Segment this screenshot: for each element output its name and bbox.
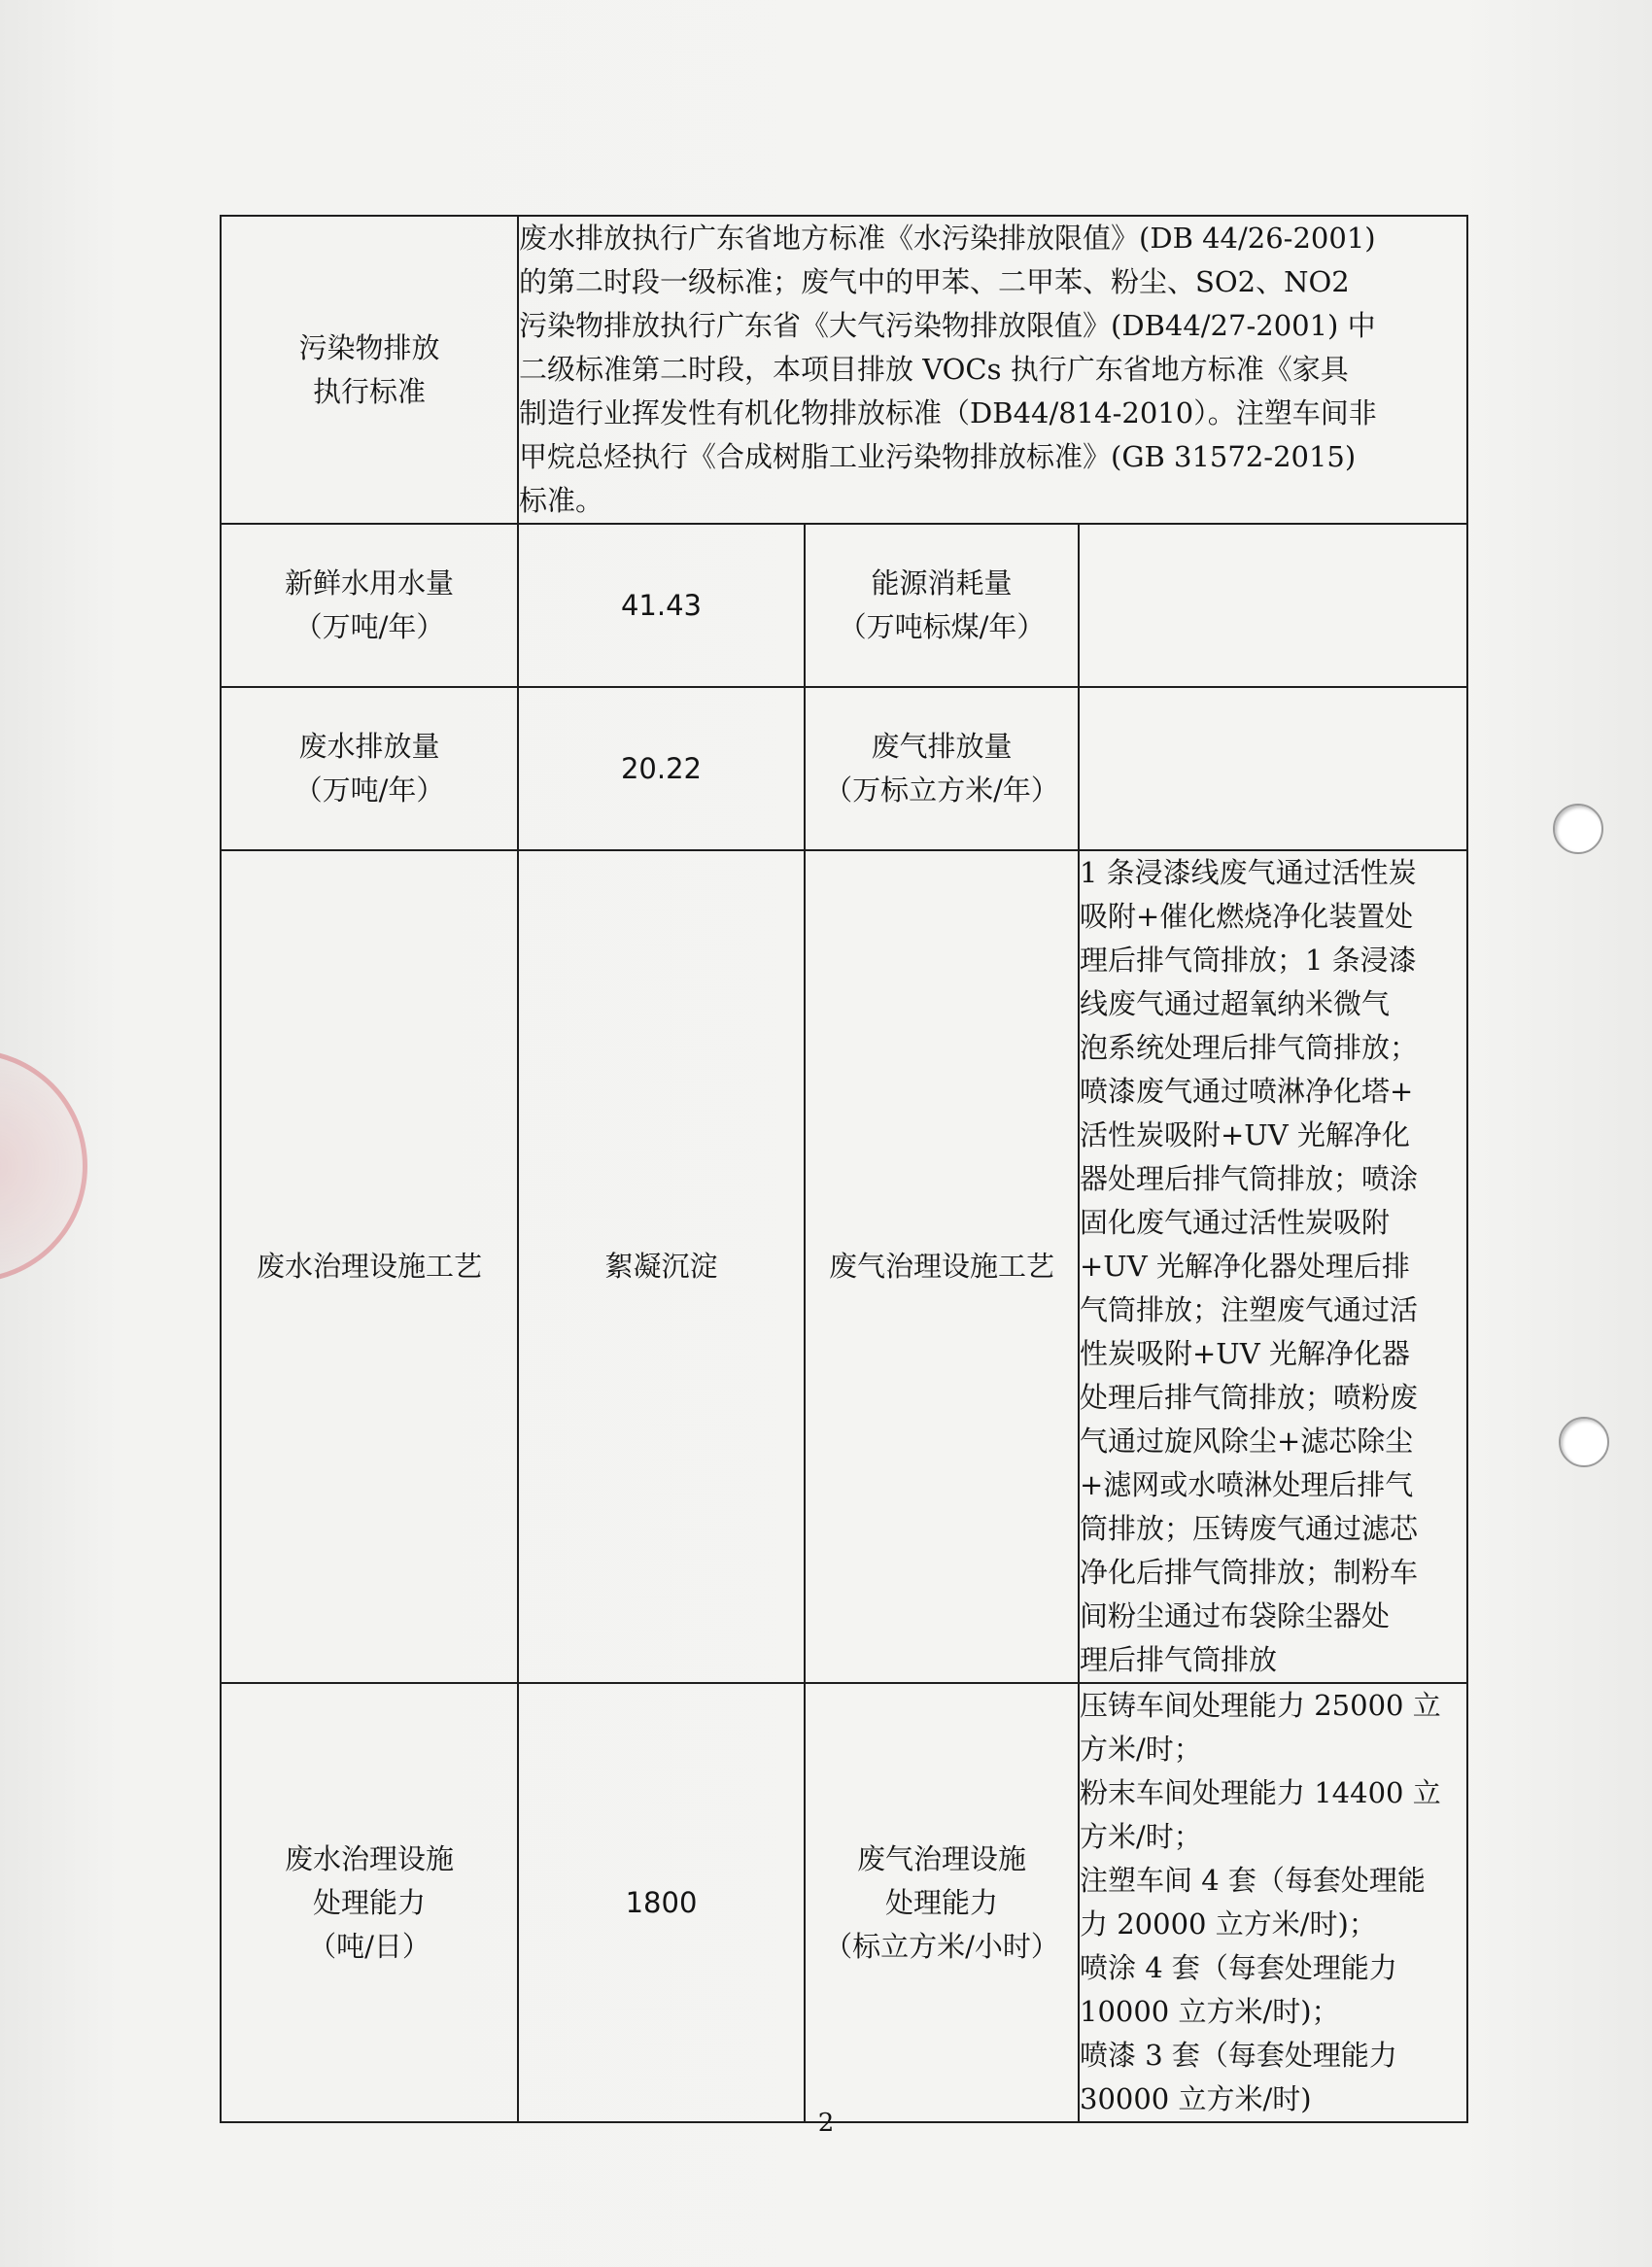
wastewater-process-label: 废水治理设施工艺 <box>221 850 518 1683</box>
exhaust-capacity-line: 喷涂 4 套（每套处理能力 <box>1080 1951 1397 1984</box>
standard-label <box>221 216 518 524</box>
wastewater-capacity-label-line: 废水治理设施 <box>284 1841 454 1875</box>
exhaust-process-line: 筒排放；压铸废气通过滤芯 <box>1080 1512 1419 1545</box>
standard-text-line: 甲烷总烃执行《合成树脂工业污染物排放标准》(GB 31572-2015) <box>519 440 1357 473</box>
exhaust-process-label: 废气治理设施工艺 <box>805 850 1079 1683</box>
exhaust-discharge-label <box>805 687 1079 850</box>
energy-label <box>805 524 1079 687</box>
wastewater-discharge-label-line: 废水排放量 <box>298 730 440 763</box>
exhaust-process-line: 1 条浸漆线废气通过活性炭 <box>1080 856 1417 889</box>
wastewater-discharge-label <box>221 687 518 850</box>
wastewater-capacity-value: 1800 <box>518 1683 805 2122</box>
exhaust-process-line: 理后排气筒排放 <box>1080 1643 1278 1676</box>
exhaust-process-line: 器处理后排气筒排放；喷涂 <box>1080 1162 1419 1195</box>
table-row <box>221 216 1467 524</box>
binder-hole <box>1553 804 1603 854</box>
exhaust-capacity-line: 压铸车间处理能力 25000 立 <box>1080 1689 1441 1722</box>
wastewater-capacity-label-line: （吨/日） <box>308 1929 430 1963</box>
wastewater-discharge-value: 20.22 <box>518 687 805 850</box>
standard-label-line: 污染物排放 <box>298 330 440 364</box>
exhaust-capacity-text <box>1079 1683 1467 2122</box>
wastewater-capacity-label <box>221 1683 518 2122</box>
exhaust-process-line: 净化后排气筒排放；制粉车 <box>1080 1556 1419 1589</box>
standard-label-line: 执行标准 <box>312 374 426 408</box>
exhaust-discharge-value <box>1079 687 1467 850</box>
water-use-label <box>221 524 518 687</box>
page-number: 2 <box>817 2109 835 2138</box>
exhaust-process-line: 间粉尘通过布袋除尘器处 <box>1080 1599 1391 1632</box>
exhaust-capacity-line: 方米/时； <box>1080 1733 1202 1766</box>
exhaust-capacity-line: 10000 立方米/时)； <box>1080 1995 1340 2028</box>
standard-text-line: 污染物排放执行广东省《大气污染物排放限值》(DB44/27-2001) 中 <box>519 309 1376 342</box>
exhaust-process-text <box>1079 850 1467 1683</box>
water-use-value: 41.43 <box>518 524 805 687</box>
exhaust-process-line: 喷漆废气通过喷淋净化塔+ <box>1080 1075 1414 1108</box>
exhaust-capacity-line: 粉末车间处理能力 14400 立 <box>1080 1776 1441 1809</box>
standard-text-line: 制造行业挥发性有机化物排放标准（DB44/814-2010）。注塑车间非 <box>519 396 1377 429</box>
table-row <box>221 1683 1467 2122</box>
exhaust-process-line: 性炭吸附+UV 光解净化器 <box>1080 1337 1410 1370</box>
table-row <box>221 524 1467 687</box>
standard-text-line: 标准。 <box>519 484 604 517</box>
pollution-permit-table <box>220 215 1468 2123</box>
standard-text-line: 的第二时段一级标准；废气中的甲苯、二甲苯、粉尘、SO2、NO2 <box>519 265 1350 298</box>
exhaust-capacity-line: 注塑车间 4 套（每套处理能 <box>1080 1864 1426 1897</box>
exhaust-process-line: 处理后排气筒排放；喷粉废 <box>1080 1381 1419 1414</box>
exhaust-capacity-label-line: 废气治理设施 <box>856 1841 1026 1875</box>
water-use-label-line: （万吨/年） <box>293 610 445 643</box>
exhaust-process-line: 吸附+催化燃烧净化装置处 <box>1080 900 1414 933</box>
exhaust-capacity-label-line: （标立方米/小时） <box>824 1929 1059 1963</box>
exhaust-discharge-label-line: （万标立方米/年） <box>824 773 1059 807</box>
energy-value <box>1079 524 1467 687</box>
exhaust-process-line: 活性炭吸附+UV 光解净化 <box>1080 1118 1410 1151</box>
table-row <box>221 687 1467 850</box>
standard-text-line: 废水排放执行广东省地方标准《水污染排放限值》(DB 44/26-2001) <box>519 222 1376 255</box>
standard-text <box>518 216 1467 524</box>
exhaust-discharge-label-line: 废气排放量 <box>871 730 1013 763</box>
exhaust-process-line: +UV 光解净化器处理后排 <box>1080 1250 1410 1283</box>
exhaust-process-line: 理后排气筒排放；1 条浸漆 <box>1080 944 1417 977</box>
exhaust-capacity-line: 喷漆 3 套（每套处理能力 <box>1080 2039 1397 2072</box>
exhaust-process-line: 气通过旋风除尘+滤芯除尘 <box>1080 1425 1414 1458</box>
wastewater-discharge-label-line: （万吨/年） <box>293 773 445 807</box>
energy-label-line: （万吨标煤/年） <box>838 610 1046 643</box>
binder-hole <box>1559 1417 1609 1467</box>
exhaust-process-line: 固化废气通过活性炭吸附 <box>1080 1206 1391 1239</box>
wastewater-process-value: 絮凝沉淀 <box>518 850 805 1683</box>
energy-label-line: 能源消耗量 <box>871 567 1013 600</box>
exhaust-process-line: 泡系统处理后排气筒排放； <box>1080 1031 1419 1064</box>
exhaust-capacity-line: 力 20000 立方米/时)； <box>1080 1907 1377 1941</box>
water-use-label-line: 新鲜水用水量 <box>284 567 454 600</box>
standard-text-line: 二级标准第二时段，本项目排放 VOCs 执行广东省地方标准《家具 <box>519 353 1349 386</box>
exhaust-capacity-line: 方米/时； <box>1080 1820 1202 1853</box>
wastewater-capacity-label-line: 处理能力 <box>312 1885 426 1919</box>
exhaust-capacity-label-line: 处理能力 <box>884 1885 998 1919</box>
exhaust-capacity-label <box>805 1683 1079 2122</box>
table-row <box>221 850 1467 1683</box>
exhaust-process-line: 气筒排放；注塑废气通过活 <box>1080 1293 1419 1326</box>
exhaust-process-line: 线废气通过超氧纳米微气 <box>1080 987 1391 1020</box>
exhaust-capacity-line: 30000 立方米/时) <box>1080 2082 1312 2115</box>
exhaust-process-line: +滤网或水喷淋处理后排气 <box>1080 1468 1414 1501</box>
